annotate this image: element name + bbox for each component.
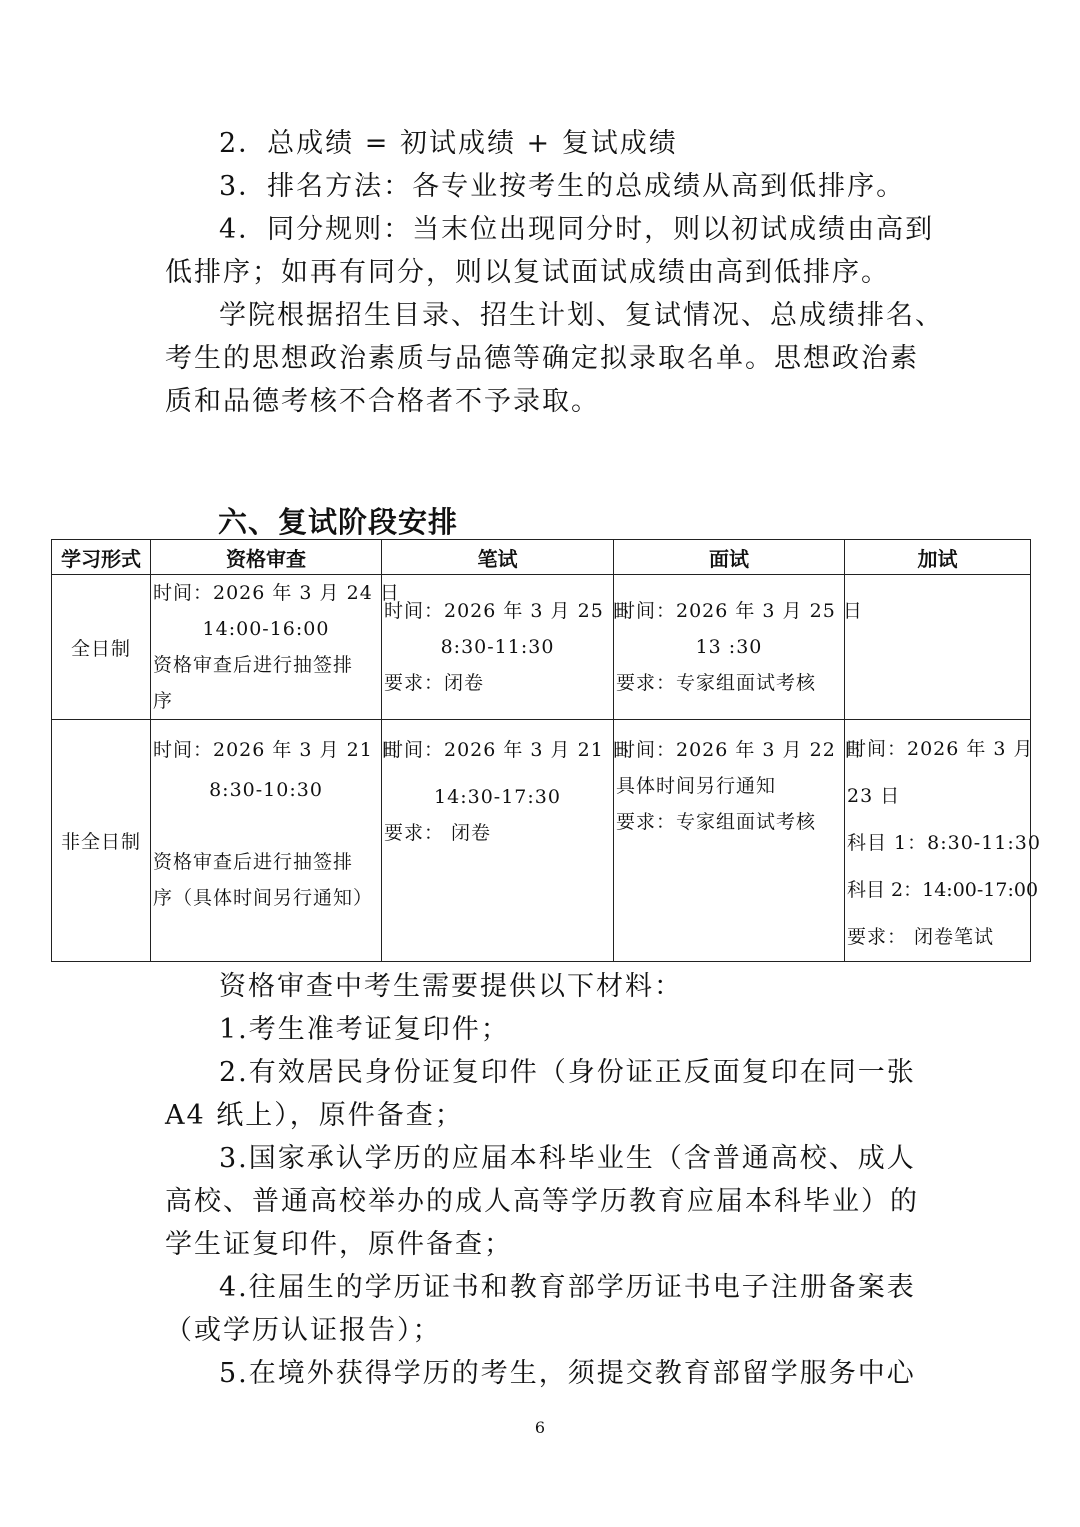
rule-tie-break-cont bbox=[165, 251, 917, 294]
rule-tie-break-line2: 低排序；如再有同分，则以复试面试成绩由高到低排序。 bbox=[165, 257, 890, 288]
admission-note bbox=[165, 294, 944, 337]
material-item-3-line2: 高校、普通高校举办的成人高等学历教育应届本科毕业）的 bbox=[165, 1186, 919, 1217]
cell-line: 13 :30 bbox=[695, 636, 763, 658]
page-number: 6 bbox=[534, 1418, 546, 1437]
header-study-form: 学习形式 bbox=[52, 540, 151, 575]
material-item-3 bbox=[165, 1137, 917, 1180]
material-item-1: 1.考生准考证复印件； bbox=[219, 1014, 510, 1045]
cell-line: 时间：2026 年 3 月 22 日 bbox=[616, 739, 863, 761]
full-time-form: 全日制 bbox=[52, 575, 151, 720]
header-extra: 加试 bbox=[845, 540, 1031, 575]
material-item-3-line3: 学生证复印件，原件备查； bbox=[165, 1229, 513, 1260]
rule-ranking-method: 3．排名方法：各专业按考生的总成绩从高到低排序。 bbox=[219, 171, 906, 202]
materials-intro: 资格审查中考生需要提供以下材料： bbox=[219, 971, 683, 1002]
part-time-form: 非全日制 bbox=[52, 720, 151, 962]
cell-line: 23 日 bbox=[847, 785, 901, 807]
admission-note-line3: 质和品德考核不合格者不予录取。 bbox=[165, 386, 600, 417]
header-qualification: 资格审查 bbox=[151, 540, 382, 575]
table-header-row bbox=[52, 540, 1031, 575]
rule-total-score: 2．总成绩 = 初试成绩 + 复试成绩 bbox=[219, 128, 678, 159]
table-row-part-time bbox=[52, 720, 1031, 962]
cell-line: 资格审查后进行抽签排 bbox=[153, 654, 354, 676]
cell-line: 时间：2026 年 3 月 24 日 bbox=[153, 582, 400, 604]
admission-note-line2: 考生的思想政治素质与品德等确定拟录取名单。思想政治素 bbox=[165, 343, 919, 374]
cell-line: 要求：专家组面试考核 bbox=[616, 811, 817, 833]
cell-line: 序（具体时间另行通知） bbox=[153, 887, 374, 909]
cell-line: 时间：2026 年 3 月 21 日 bbox=[384, 739, 631, 761]
cell-line: 具体时间另行通知 bbox=[616, 775, 777, 797]
full-time-written bbox=[382, 575, 631, 720]
part-time-qualification bbox=[151, 720, 400, 962]
admission-note-cont bbox=[165, 337, 917, 423]
admission-note-line1: 学院根据招生目录、招生计划、复试情况、总成绩排名、 bbox=[219, 300, 944, 331]
section-title: 六、复试阶段安排 bbox=[218, 505, 459, 539]
table-row-full-time bbox=[52, 575, 1031, 720]
material-item-4-line2: （或学历认证报告）； bbox=[165, 1315, 442, 1346]
part-time-extra bbox=[845, 720, 1041, 962]
material-item-5-line1: 5.在境外获得学历的考生，须提交教育部留学服务中心 bbox=[219, 1358, 916, 1389]
material-item-3-cont bbox=[165, 1180, 917, 1266]
material-item-4-line1: 4.往届生的学历证书和教育部学历证书电子注册备案表 bbox=[219, 1272, 916, 1303]
scoring-rules bbox=[165, 122, 935, 251]
cell-line: 时间：2026 年 3 月 bbox=[847, 738, 1034, 760]
cell-line: 序 bbox=[153, 690, 174, 712]
rule-tie-break: 4．同分规则：当末位出现同分时，则以初试成绩由高到 bbox=[219, 214, 935, 245]
cell-line: 要求：专家组面试考核 bbox=[616, 672, 817, 694]
cell-line: 14:00-16:00 bbox=[202, 618, 330, 640]
cell-line: 8:30-11:30 bbox=[440, 636, 555, 658]
schedule-table bbox=[51, 539, 1041, 962]
material-item-2: 2.有效居民身份证复印件（身份证正反面复印在同一张 bbox=[219, 1057, 916, 1088]
cell-line: 要求：闭卷 bbox=[384, 672, 485, 694]
cell-line: 要求： 闭卷笔试 bbox=[847, 926, 995, 948]
cell-line: 资格审查后进行抽签排 bbox=[153, 851, 354, 873]
cell-line: 时间：2026 年 3 月 25 日 bbox=[616, 600, 863, 622]
cell-line: 科目 2：14:00-17:00 bbox=[847, 879, 1039, 901]
cell-line: 要求： 闭卷 bbox=[384, 822, 492, 844]
material-item-5 bbox=[165, 1352, 917, 1395]
material-item-4 bbox=[165, 1266, 917, 1309]
header-interview: 面试 bbox=[614, 540, 845, 575]
materials-intro-block bbox=[165, 965, 917, 1094]
part-time-written bbox=[382, 720, 631, 962]
full-time-interview bbox=[614, 575, 863, 720]
cell-line: 科目 1：8:30-11:30 bbox=[847, 832, 1041, 854]
cell-line: 8:30-10:30 bbox=[209, 779, 323, 801]
material-item-4-cont bbox=[165, 1309, 917, 1352]
material-item-3-line1: 3.国家承认学历的应届本科毕业生（含普通高校、成人 bbox=[219, 1143, 916, 1174]
header-written: 笔试 bbox=[382, 540, 614, 575]
full-time-qualification bbox=[151, 575, 400, 720]
cell-line: 14:30-17:30 bbox=[434, 786, 561, 808]
part-time-interview bbox=[614, 720, 863, 962]
full-time-extra bbox=[845, 575, 1031, 720]
material-item-2-line2: A4 纸上），原件备查； bbox=[165, 1100, 464, 1131]
material-item-2-cont bbox=[165, 1094, 917, 1137]
cell-line: 时间：2026 年 3 月 25 日 bbox=[384, 600, 631, 622]
cell-line: 时间：2026 年 3 月 21 日 bbox=[153, 739, 400, 761]
